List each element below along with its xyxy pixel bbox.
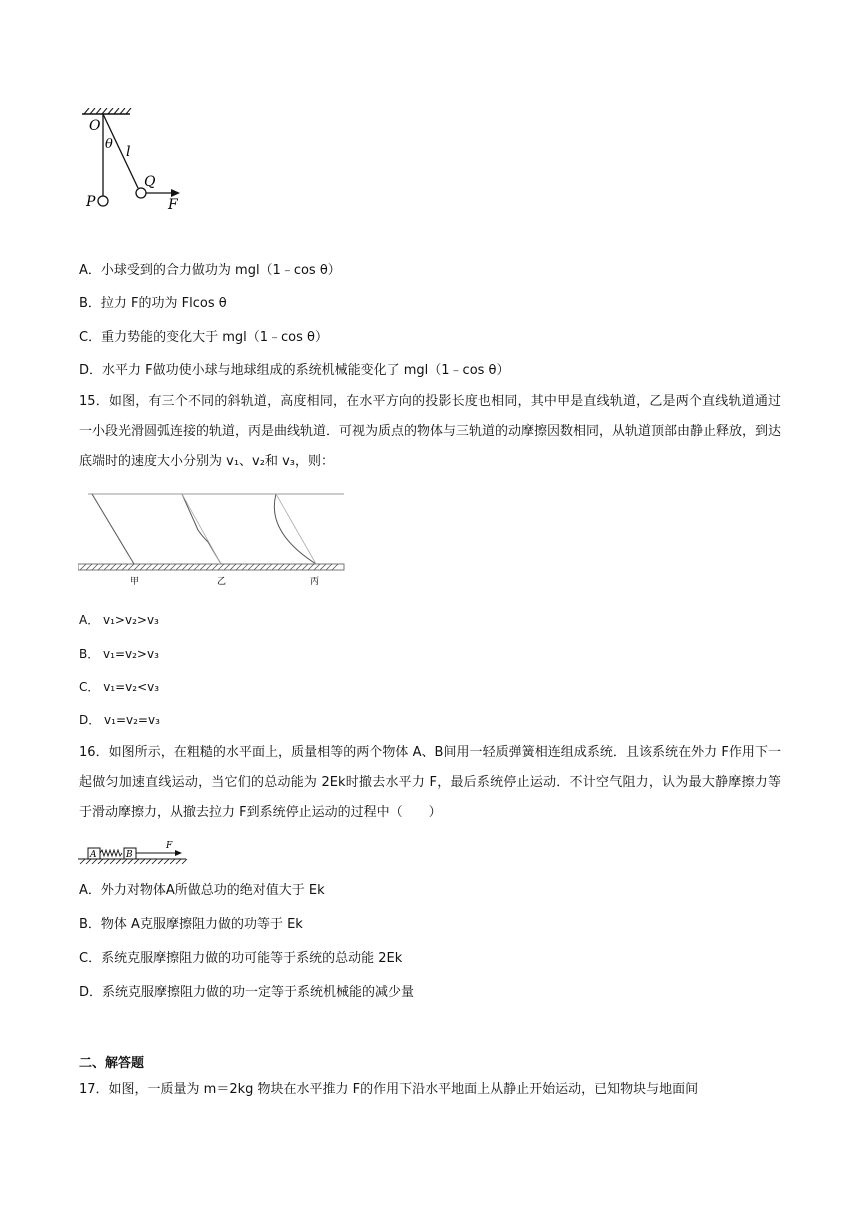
label-o: O bbox=[89, 118, 101, 134]
q15-option-d: D． v₁=v₂=v₃ bbox=[79, 713, 160, 727]
q14-option-b: B．拉力 F的功为 Flcos θ bbox=[79, 296, 227, 311]
q15-option-b: B． v₁=v₂>v₃ bbox=[79, 647, 159, 661]
force-arrow-icon bbox=[171, 189, 180, 197]
section-title: 二、解答题 bbox=[79, 1056, 145, 1071]
label-q: Q bbox=[144, 174, 156, 190]
label-a: A bbox=[90, 850, 97, 860]
q14-option-c: C．重力势能的变化大于 mgl（1﹣cos θ） bbox=[79, 330, 328, 345]
label-yi: 乙 bbox=[217, 577, 227, 587]
q16-option-a: A．外力对物体A所做总功的绝对值大于 Ek bbox=[79, 883, 325, 898]
label-bing: 丙 bbox=[310, 577, 320, 587]
label-b: B bbox=[126, 850, 133, 860]
label-theta: θ bbox=[105, 137, 113, 152]
q15-option-a: A． v₁>v₂>v₃ bbox=[79, 613, 159, 627]
label-f: F bbox=[166, 841, 173, 851]
pendulum-figure bbox=[78, 108, 188, 210]
label-jia: 甲 bbox=[130, 577, 140, 587]
q16-stem: 16．如图所示，在粗糙的水平面上，质量相等的两个物体 A、B间用一轻质弹簧相连组成系统．且该系统在外力 F作用下一起做匀加速直线运动，当它们的总动能为 2Ek时撤去水平力 F，最后系统停止运动．不计空气阻力，认为最大静摩擦力等于滑动摩擦力，从撤去拉力 F到系统停止运动的过程中（ ） bbox=[79, 745, 781, 820]
q16-option-b: B．物体 A克服摩擦阻力做的功等于 Ek bbox=[79, 917, 303, 932]
q15-stem: 15．如图，有三个不同的斜轨道，高度相同，在水平方向的投影长度也相同，其中甲是直线轨道，乙是两个直线轨道通过一小段光滑圆弧连接的轨道，丙是曲线轨道．可视为质点的物体与三轨道的动摩擦因数相同，从轨道顶部由静止释放，到达底端时的速度大小分别为 v₁、v₂和 v₃，则： bbox=[79, 394, 782, 469]
q16-option-d: D．系统克服摩擦阻力做的功一定等于系统机械能的减少量 bbox=[79, 985, 415, 1000]
spring-blocks-figure bbox=[78, 839, 190, 865]
label-p: P bbox=[86, 194, 96, 210]
label-f: F bbox=[168, 197, 178, 210]
q14-option-d: D．水平力 F做功使小球与地球组成的系统机械能变化了 mgl（1﹣cos θ） bbox=[79, 363, 510, 378]
q15-option-c: C． v₁=v₂<v₃ bbox=[79, 680, 160, 694]
q16-option-c: C．系统克服摩擦阻力做的功可能等于系统的总动能 2Ek bbox=[79, 951, 403, 966]
spring bbox=[100, 850, 122, 856]
ball-p bbox=[98, 196, 108, 206]
tracks-figure bbox=[78, 492, 346, 590]
force-arrow-icon bbox=[175, 850, 182, 856]
label-l: l bbox=[126, 144, 131, 160]
q17-stem: 17．如图，一质量为 m＝2kg 物块在水平推力 F的作用下沿水平地面上从静止开始运动，已知物块与地面间 bbox=[79, 1082, 699, 1097]
q14-option-a: A．小球受到的合力做功为 mgl（1﹣cos θ） bbox=[79, 263, 341, 278]
track-jia bbox=[92, 494, 134, 564]
